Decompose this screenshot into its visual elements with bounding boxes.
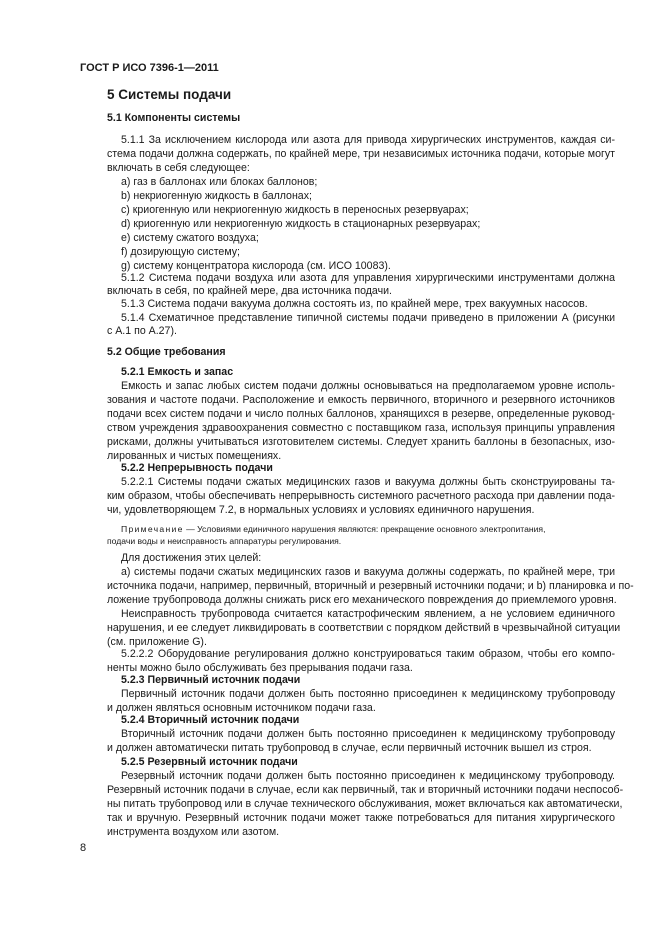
paragraph-a-line: источника подачи, например, первичный, вторичный и резервный источники подачи; и b) планировка и по-: [107, 580, 634, 592]
paragraph-5-2-2-2-line: ненты можно было обслуживать без прерывания подачи газа.: [107, 662, 413, 674]
paragraph-failure-line: Неисправность трубопровода считается катастрофическим явлением, а не условием единичного: [121, 608, 615, 620]
paragraph-5-2-1-line: ством учреждения здравоохранения совместно с поставщиком газа, используя принципы управления: [107, 422, 615, 434]
paragraph-5-2-5-line: Резервный источник подачи в случае, если как первичный, так и вторичный источники подачи неспособ-: [107, 784, 624, 796]
subsection-title-5-1: 5.1 Компоненты системы: [107, 112, 241, 124]
paragraph-5-2-1-line: лированных и чистых помещениях.: [107, 450, 282, 462]
subsection-title-5-2: 5.2 Общие требования: [107, 346, 226, 358]
paragraph-5-1-1-line: 5.1.1 За исключением кислорода или азота для привода хирургических инструментов, каждая си-: [121, 134, 615, 146]
paragraph-a-line: ложение трубопровода должны снижать риск его механического повреждения до приемлемого уровня.: [107, 594, 617, 606]
paragraph-5-2-5-line: ны питать трубопровод или в случае технического обслуживания, может включаться как автоматически,: [107, 798, 623, 810]
list-item: d) криогенную или некриогенную жидкость в стационарных резервуарах;: [121, 218, 481, 230]
paragraph-5-2-1-line: рисками, должны учитываться изготовителем системы. Следует хранить баллоны в безопасных, изо-: [107, 436, 615, 448]
paragraph-5-2-1-line: Емкость и запас любых систем подачи должны основываться на предполагаемом уровне исполь-: [121, 380, 615, 392]
list-item: a) газ в баллонах или блоках баллонов;: [121, 176, 318, 188]
paragraph-5-2-1-line: зования и частоте подачи. Расположение и емкость первичного, вторичного и резервного источников: [107, 394, 615, 406]
paragraph-5-1-3: 5.1.3 Система подачи вакуума должна состоять из, по крайней мере, трех вакуумных насосов.: [121, 298, 588, 310]
list-item: c) криогенную или некриогенную жидкость в переносных резервуарах;: [121, 204, 469, 216]
paragraph-5-2-2-1-line: чи, удовлетворяющем 7.2, в нормальных условиях и условиях единичного нарушения.: [107, 504, 535, 516]
list-item: b) некриогенную жидкость в баллонах;: [121, 190, 312, 202]
paragraph-5-2-4-line: Вторичный источник подачи должен быть постоянно присоединен к медицинскому трубопроводу: [121, 728, 615, 740]
subsection-title-5-2-2: 5.2.2 Непрерывность подачи: [121, 462, 273, 474]
paragraph-a-line: a) системы подачи сжатых медицинских газов и вакуума должны содержать, по крайней мере, три: [121, 566, 615, 578]
list-item: f) дозирующую систему;: [121, 246, 240, 258]
paragraph-5-2-2-2-line: 5.2.2.2 Оборудование регулирования должно конструироваться таким образом, чтобы его компо-: [121, 648, 615, 660]
note-line-2: подачи воды и неисправность аппаратуры регулирования.: [107, 536, 342, 546]
paragraph-5-2-2-1-line: ким образом, чтобы обеспечивать непрерывность системного расчетного расхода при давлении пода-: [107, 490, 615, 502]
subsection-title-5-2-5: 5.2.5 Резервный источник подачи: [121, 756, 298, 768]
paragraph-failure-line: нарушения, и ее следует ликвидировать в соответствии с порядком действий в чрезвычайной ситуации: [107, 622, 621, 634]
page-number: 8: [80, 842, 87, 854]
paragraph-5-1-1-line: включать в себя следующее:: [107, 162, 250, 174]
paragraph-5-2-3-line: и должен являться основным источником подачи газа.: [107, 702, 376, 714]
subsection-title-5-2-1: 5.2.1 Емкость и запас: [121, 366, 234, 378]
note-text: — Условиями единичного нарушения являются: прекращение основного электропитания,: [186, 524, 546, 534]
paragraph-5-2-3-line: Первичный источник подачи должен быть постоянно присоединен к медицинскому трубопроводу: [121, 688, 615, 700]
paragraph-5-2-2-1-line: 5.2.2.1 Системы подачи сжатых медицинских газов и вакуума должны быть сконструированы та-: [121, 476, 615, 488]
note-label: Примечание: [121, 524, 184, 534]
paragraph-5-1-4-line: с А.1 по А.27).: [107, 325, 177, 337]
subsection-title-5-2-3: 5.2.3 Первичный источник подачи: [121, 674, 301, 686]
list-item: g) систему концентратора кислорода (см. ИСО 10083).: [121, 260, 391, 272]
paragraph-5-2-4-line: и должен автоматически питать трубопровод в случае, если первичный источник вышел из строя.: [107, 742, 592, 754]
subsection-title-5-2-4: 5.2.4 Вторичный источник подачи: [121, 714, 300, 726]
paragraph-failure-line: (см. приложение G).: [107, 636, 207, 648]
paragraph-achieve: Для достижения этих целей:: [121, 552, 262, 564]
paragraph-5-1-2-line: 5.1.2 Система подачи воздуха или азота для управления хирургическими инструментами должна: [121, 272, 615, 284]
document-header: ГОСТ Р ИСО 7396-1—2011: [80, 62, 219, 74]
list-item: e) систему сжатого воздуха;: [121, 232, 259, 244]
paragraph-5-2-5-line: инструмента воздухом или азотом.: [107, 826, 280, 838]
paragraph-5-2-1-line: подачи всех систем подачи и число полных баллонов, хранящихся в резерве, определенные руковод-: [107, 408, 615, 420]
paragraph-5-1-2-line: включать в себя, по крайней мере, два источника подачи.: [107, 285, 392, 297]
paragraph-5-2-5-line: Резервный источник подачи должен быть постоянно присоединен к медицинскому трубопроводу.: [121, 770, 615, 782]
paragraph-5-1-4-line: 5.1.4 Схематичное представление типичной системы подачи приведено в приложении А (рисунки: [121, 312, 615, 324]
paragraph-5-2-5-line: так и вручную. Резервный источник подачи может также потребоваться для питания хирургического: [107, 812, 615, 824]
paragraph-5-1-1-line: стема подачи должна содержать, по крайней мере, три независимых источника подачи, которые могут: [107, 148, 615, 160]
section-title: 5 Системы подачи: [107, 87, 232, 102]
